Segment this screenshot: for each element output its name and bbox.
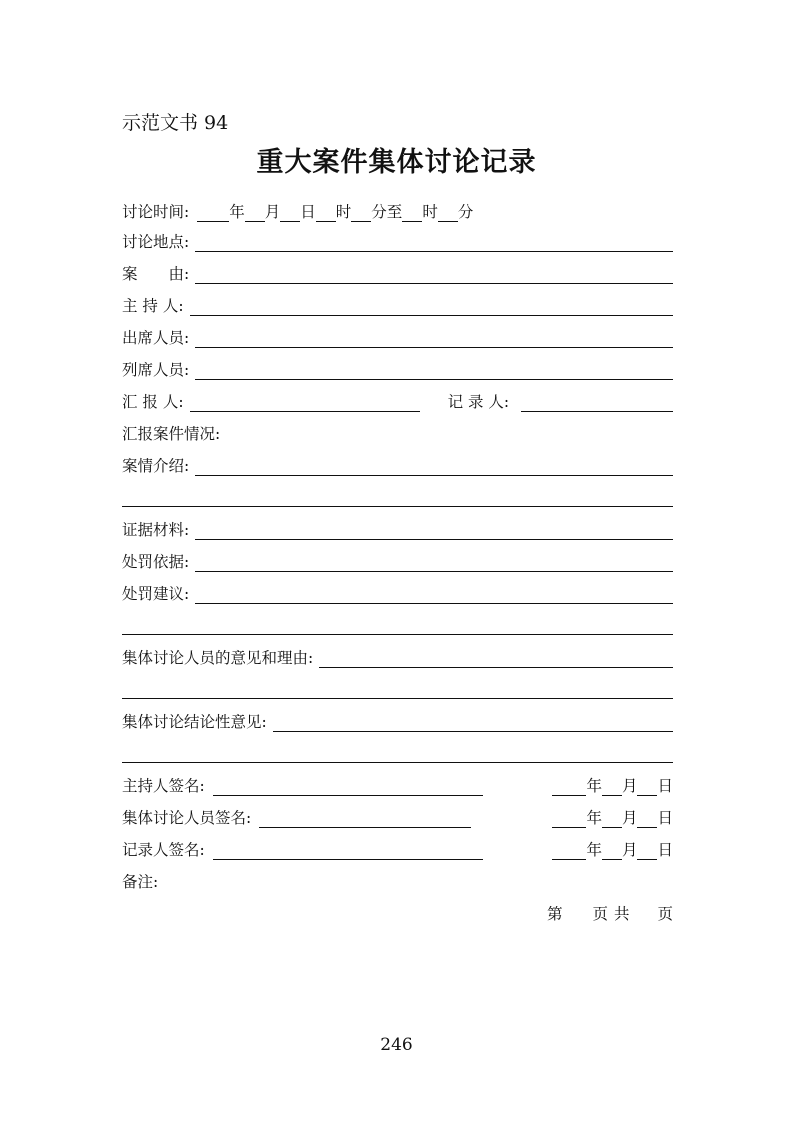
opinions-field[interactable] bbox=[319, 649, 673, 668]
unit: 年 bbox=[586, 809, 602, 827]
unit: 分 bbox=[457, 203, 474, 221]
unit: 时 bbox=[422, 203, 438, 221]
place-field[interactable] bbox=[195, 233, 673, 252]
unit: 日 bbox=[657, 777, 673, 795]
case-intro-field[interactable] bbox=[195, 457, 673, 476]
cause-row bbox=[122, 262, 673, 284]
host-row bbox=[122, 294, 673, 316]
unit: 年 bbox=[229, 203, 245, 221]
host-field[interactable] bbox=[190, 297, 673, 316]
recorder-sign-date bbox=[552, 840, 673, 860]
unit: 月 bbox=[621, 841, 638, 859]
unit: 年 bbox=[586, 777, 602, 795]
reporter-row bbox=[122, 390, 673, 412]
case-report-label: 汇报案件情况: bbox=[122, 425, 221, 443]
recorder-sign-field[interactable] bbox=[213, 841, 483, 860]
place-label: 讨论地点: bbox=[122, 233, 190, 251]
opinions-continuation-line[interactable] bbox=[122, 698, 673, 699]
hour-blank[interactable] bbox=[316, 203, 336, 222]
host-sign-label: 主持人签名: bbox=[122, 777, 205, 795]
place-row bbox=[122, 230, 673, 252]
reporter-field[interactable] bbox=[190, 393, 420, 412]
discussion-time-row bbox=[122, 200, 673, 222]
year-blank[interactable] bbox=[552, 809, 586, 828]
unit: 分至 bbox=[371, 203, 403, 221]
penalty-suggestion-field[interactable] bbox=[195, 585, 673, 604]
end-hour-blank[interactable] bbox=[402, 203, 422, 222]
case-intro-row bbox=[122, 454, 673, 476]
month-blank[interactable] bbox=[602, 841, 622, 860]
year-blank[interactable] bbox=[552, 841, 586, 860]
cause-field[interactable] bbox=[195, 265, 673, 284]
cause-label: 案 由: bbox=[122, 265, 190, 283]
evidence-field[interactable] bbox=[195, 521, 673, 540]
observers-label: 列席人员: bbox=[122, 361, 190, 379]
unit: 月 bbox=[621, 809, 638, 827]
day-blank[interactable] bbox=[637, 777, 657, 796]
minute-blank[interactable] bbox=[351, 203, 371, 222]
page-count bbox=[547, 904, 673, 924]
case-intro-continuation-line[interactable] bbox=[122, 506, 673, 507]
unit: 月 bbox=[621, 777, 638, 795]
penalty-basis-field[interactable] bbox=[195, 553, 673, 572]
discussion-time-label: 讨论时间: bbox=[122, 203, 190, 221]
page-count-page: 第 bbox=[546, 905, 563, 923]
page-count-row bbox=[122, 902, 673, 924]
year-blank[interactable] bbox=[552, 777, 586, 796]
remarks-row bbox=[122, 870, 673, 892]
evidence-row bbox=[122, 518, 673, 540]
host-label: 主 持 人: bbox=[122, 297, 184, 315]
day-blank[interactable] bbox=[280, 203, 300, 222]
observers-field[interactable] bbox=[195, 361, 673, 380]
host-sign-date bbox=[552, 776, 673, 796]
unit: 年 bbox=[586, 841, 602, 859]
reporter-label: 汇 报 人: bbox=[122, 393, 184, 411]
month-blank[interactable] bbox=[602, 777, 622, 796]
day-blank[interactable] bbox=[637, 809, 657, 828]
remarks-label: 备注: bbox=[122, 873, 159, 891]
members-sign-row bbox=[122, 806, 673, 828]
conclusion-row bbox=[122, 710, 673, 732]
recorder-label: 记 录 人: bbox=[447, 393, 510, 411]
end-minute-blank[interactable] bbox=[438, 203, 458, 222]
penalty-suggestion-label: 处罚建议: bbox=[122, 585, 190, 603]
conclusion-label: 集体讨论结论性意见: bbox=[122, 713, 267, 731]
page-count-total: 页 bbox=[657, 905, 673, 923]
unit: 日 bbox=[657, 809, 673, 827]
case-report-row bbox=[122, 422, 673, 444]
conclusion-continuation-line[interactable] bbox=[122, 762, 673, 763]
attendees-field[interactable] bbox=[195, 329, 673, 348]
year-blank[interactable] bbox=[197, 203, 229, 222]
page-number: 246 bbox=[380, 1035, 413, 1055]
host-sign-field[interactable] bbox=[213, 777, 483, 796]
recorder-sign-row bbox=[122, 838, 673, 860]
unit: 日 bbox=[300, 203, 316, 221]
case-intro-label: 案情介绍: bbox=[122, 457, 190, 475]
penalty-basis-label: 处罚依据: bbox=[122, 553, 190, 571]
unit: 月 bbox=[264, 203, 281, 221]
members-sign-label: 集体讨论人员签名: bbox=[122, 809, 252, 827]
recorder-field[interactable] bbox=[521, 393, 673, 412]
day-blank[interactable] bbox=[637, 841, 657, 860]
month-blank[interactable] bbox=[602, 809, 622, 828]
document-label: 示范文书 94 bbox=[122, 112, 229, 134]
observers-row bbox=[122, 358, 673, 380]
evidence-label: 证据材料: bbox=[122, 521, 190, 539]
host-sign-row bbox=[122, 774, 673, 796]
page-count-of: 页共 bbox=[592, 905, 636, 923]
opinions-label: 集体讨论人员的意见和理由: bbox=[122, 649, 314, 667]
unit: 日 bbox=[657, 841, 673, 859]
page-title: 重大案件集体讨论记录 bbox=[256, 147, 537, 178]
opinions-row bbox=[122, 646, 673, 668]
members-sign-date bbox=[552, 808, 673, 828]
penalty-suggestion-row bbox=[122, 582, 673, 604]
month-blank[interactable] bbox=[245, 203, 265, 222]
attendees-row bbox=[122, 326, 673, 348]
penalty-suggestion-continuation-line[interactable] bbox=[122, 634, 673, 635]
recorder-sign-label: 记录人签名: bbox=[122, 841, 205, 859]
unit: 时 bbox=[335, 203, 352, 221]
penalty-basis-row bbox=[122, 550, 673, 572]
conclusion-field[interactable] bbox=[273, 713, 673, 732]
attendees-label: 出席人员: bbox=[122, 329, 190, 347]
members-sign-field[interactable] bbox=[259, 809, 471, 828]
